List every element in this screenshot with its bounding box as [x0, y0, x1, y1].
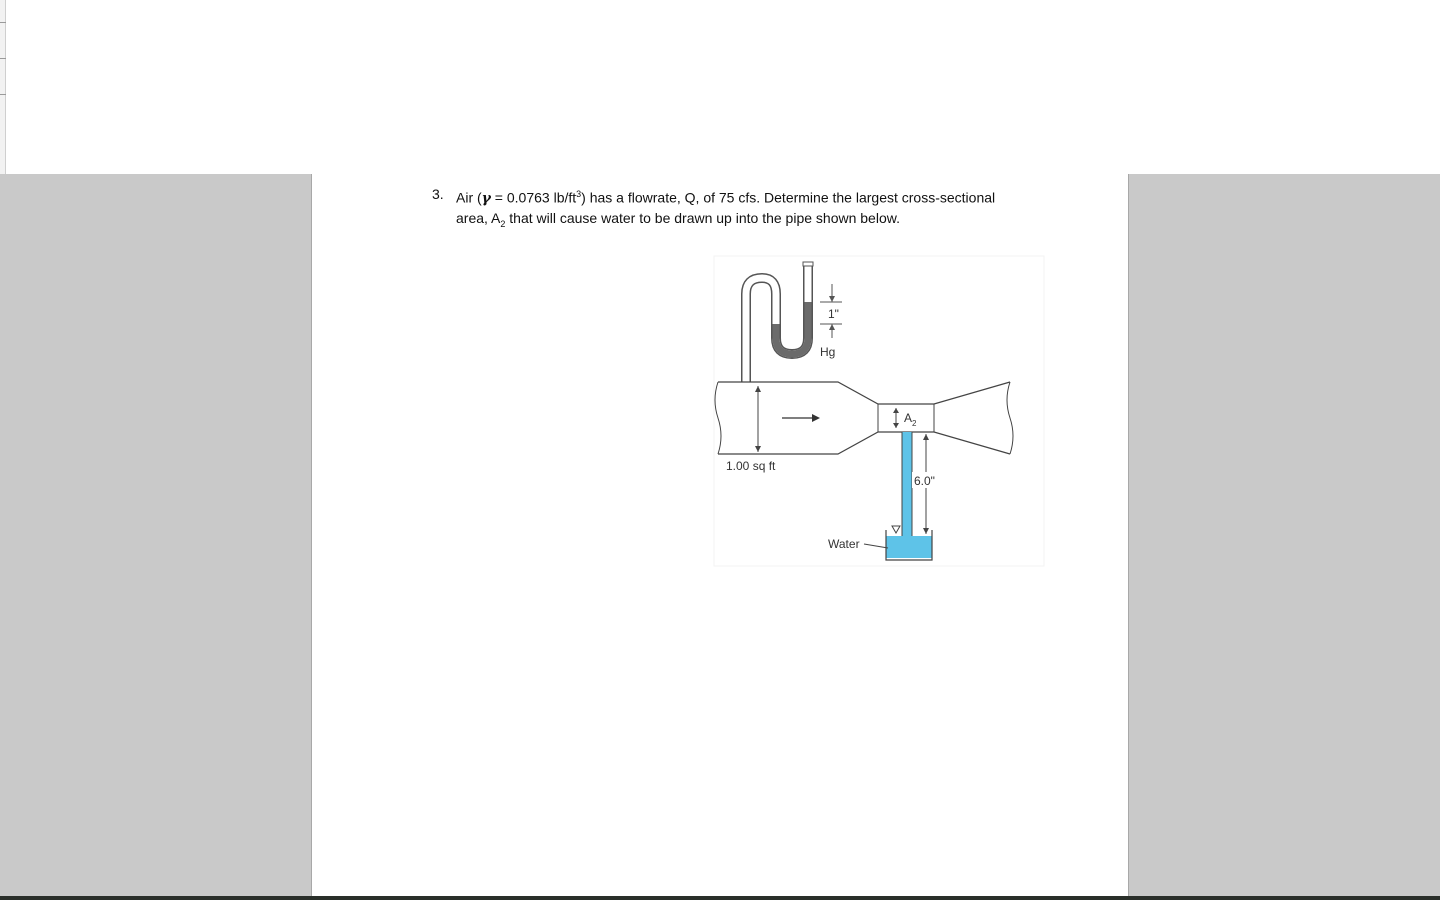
document-page	[311, 174, 1129, 896]
reservoir-water	[886, 536, 932, 558]
line1-rest: ) has a flowrate, Q, of 75 cfs. Determine the largest cross-sectional	[581, 189, 996, 206]
taskbar-edge	[0, 896, 1440, 900]
blank-top-area	[6, 0, 1440, 174]
figure-border	[714, 256, 1044, 566]
pipe-right-break	[1007, 382, 1013, 454]
edge-tick	[0, 22, 6, 23]
pipe-left-break	[715, 382, 721, 454]
line1-prefix: Air (	[456, 189, 482, 206]
water-leader-line	[864, 544, 888, 548]
a2-label: $A_2$	[904, 411, 917, 428]
edge-tick	[0, 58, 6, 59]
problem-line-2	[456, 206, 900, 236]
left-edge-strip	[0, 0, 6, 174]
height-label: 6.0"	[914, 474, 935, 488]
edge-tick	[0, 94, 6, 95]
area-dimension	[755, 386, 761, 452]
hg-label: Hg	[820, 345, 836, 359]
a2-subscript: 2	[500, 218, 506, 229]
pipe-bottom-wall	[718, 432, 1010, 454]
free-surface-symbol	[892, 526, 900, 533]
venturi-figure	[712, 254, 1052, 574]
gamma-value: = 0.0763 lb/ft	[490, 189, 577, 206]
water-tube	[902, 432, 912, 536]
area-label: 1.00 sq ft	[726, 459, 776, 473]
line2-rest: that will cause water to be drawn up into the pipe shown below.	[505, 210, 900, 226]
flow-arrow	[782, 414, 820, 422]
one-inch-label: 1"	[828, 307, 839, 321]
gamma-exponent: 3	[576, 189, 582, 199]
manometer	[746, 262, 813, 382]
venturi-pipe	[715, 382, 1013, 454]
problem-number: 3.	[432, 186, 444, 202]
pipe-top-wall	[718, 382, 1010, 404]
water-column	[902, 432, 912, 536]
manometer-open-end	[803, 262, 813, 266]
water-label: Water	[828, 537, 860, 551]
gamma-symbol: γ	[481, 190, 491, 207]
a2-dimension	[893, 408, 899, 428]
line2-prefix: area, A	[456, 210, 501, 226]
